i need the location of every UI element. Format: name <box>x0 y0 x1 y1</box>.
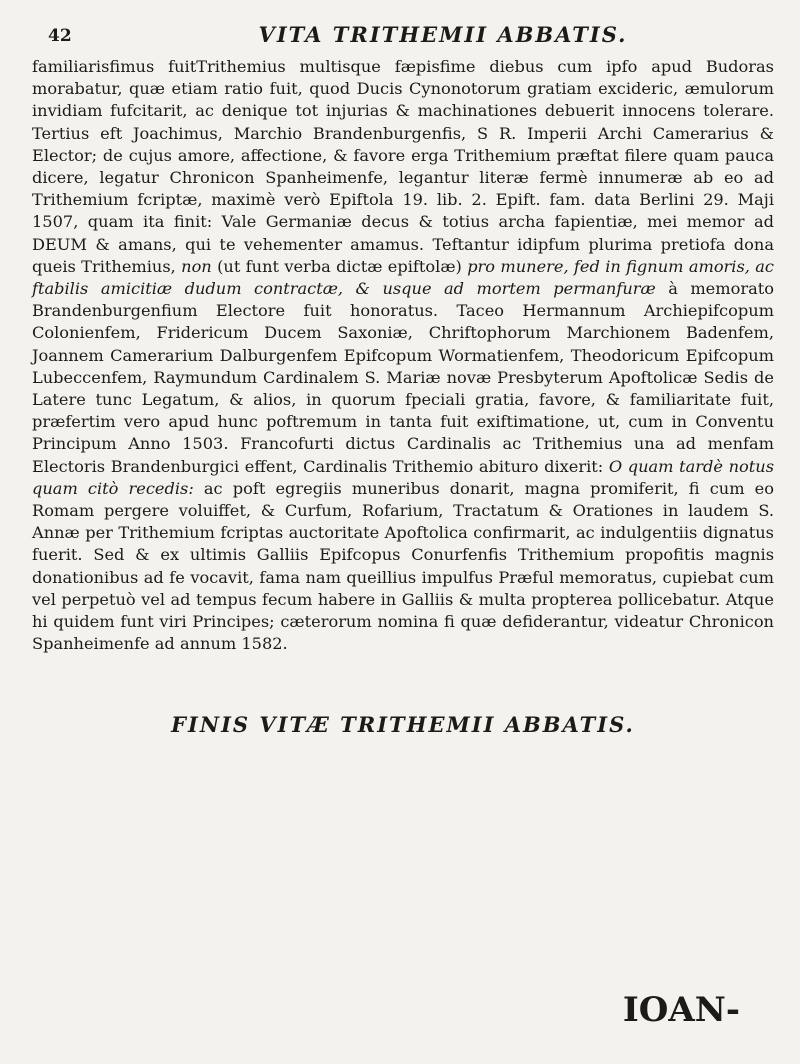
body-paragraph <box>32 56 774 655</box>
italic-quotation: pro munere, fed in fignum amoris, ac ftabilis amicitiæ dudum contractæ, & usque ad mortem permanfuræ <box>32 256 774 299</box>
text-segment: (ut funt verba dictæ epiftolæ) <box>211 256 468 276</box>
italic-segment: non <box>181 256 212 276</box>
page-header <box>48 22 768 50</box>
italic-quotation: O quam tardè notus quam citò recedis: <box>32 456 774 498</box>
text-segment: familiarisfimus fuitTrithemius multisque fæpisfime diebus cum ipfo apud Budoras morabatur, quæ etiam ratio fuit, quod Ducis Cynonotorum gratiam excideric, æmulorum invidiam fufcitarit, ac denique tot injurias & machinationes debuerit innocens tolerare. Tertius eft Joachimus, Marchio Brandenburgenfis, S R. Imperii Archi Camerarius & Elector; de cujus amore, affectione, & favore erga Trithemium præftat filere quam pauca dicere, legatur Chronicon Spanheimenfe, legantur literæ fermè innumeræ ab eo ad Trithemium fcriptæ, maximè verò Epiftola 19. lib. 2. Epift. fam. data Berlini 29. Maji 1507, quam ita finit: Vale Germaniæ decus & totius archa fapientiæ, mei memor ad DEUM & amans, qui te vehementer amamus. Teftantur idipfum plurima pretiofa dona queis Trithemius, <box>32 57 774 276</box>
catchword: IOAN- <box>622 990 740 1030</box>
text-segment: ac poft egregiis muneribus donarit, magna promiferit, fi cum eo Romam pergere voluiffet, & Curfum, Rofarium, Tractatum & Orationes in laudem S. Annæ per Trithemium fcriptas auctoritate Apoftolica confirmarit, ac indulgentiis dignatus fuerit. Sed & ex ultimis Galliis Epifcopus Conurfenfis Trithemium propofitis magnis donationibus ad fe vocavit, fama nam queillius impulfus Præful memoratus, cupiebat cum vel perpetuò vel ad tempus fecum habere in Galliis & multa propterea pollicebatur. Atque hi quidem funt viri Principes; cæterorum nomina fi quæ defiderantur, videatur Chronicon Spanheimenfe ad annum 1582. <box>32 478 774 654</box>
finis-line: FINIS VITÆ TRITHEMII ABBATIS. <box>171 712 635 737</box>
text-segment: à memorato Brandenburgenfium Electore fuit honoratus. Taceo Hermannum Archiepifcopum Colonienfem, Fridericum Ducem Saxoniæ, Chriftophorum Marchionem Badenfem, Joannem Camerarium Dalburgenfem Epifcopum Wormatienfem, Theodoricum Epifcopum Lubeccenfem, Raymundum Cardinalem S. Mariæ novæ Presbyterum Apoftolicæ Sedis de Latere tunc Legatum, & alios, in quorum fpeciali gratia, favore, & familiaritate fuit, præfertim vero apud hunc poftremum in tanta fuit exiftimatione, ut, cum in Conventu Principum Anno 1503. Francofurti dictus Cardinalis ac Trithemius una ad menfam Electoris Brandenburgici effent, Cardinalis Trithemio abituro dixerit: <box>32 279 775 476</box>
page-number: 42 <box>48 26 72 46</box>
running-head: VITA TRITHEMII ABBATIS. <box>258 22 628 47</box>
